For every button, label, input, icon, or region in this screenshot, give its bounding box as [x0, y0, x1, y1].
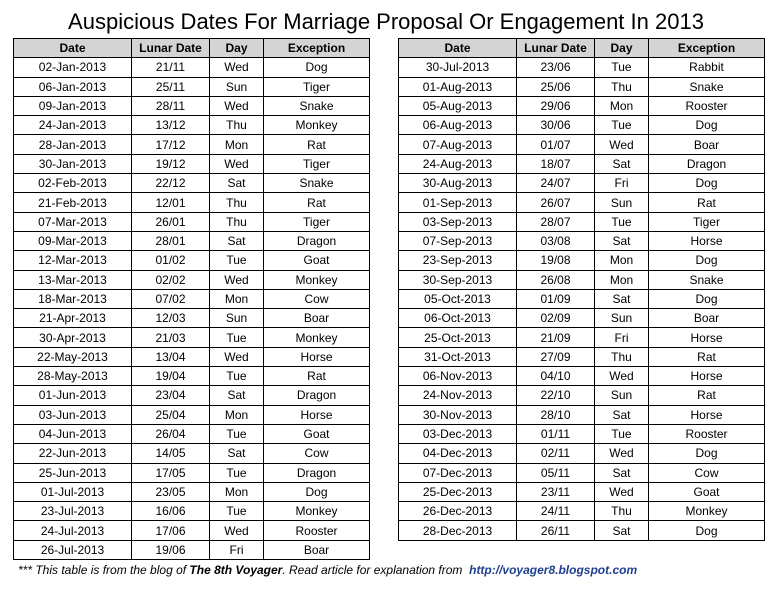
table-row [399, 289, 765, 308]
day-cell: Mon [595, 270, 649, 289]
day-cell: Sun [595, 386, 649, 405]
date-cell: 12-Mar-2013 [14, 251, 132, 270]
table-row [399, 482, 765, 501]
date-cell: 22-May-2013 [14, 347, 132, 366]
table-row [399, 193, 765, 212]
lunar-date-cell: 28/11 [132, 96, 210, 115]
table-row [14, 540, 370, 559]
exception-cell: Dragon [649, 154, 765, 173]
exception-cell: Rooster [649, 424, 765, 443]
table-row [399, 135, 765, 154]
table-row [399, 347, 765, 366]
table-row [14, 154, 370, 173]
footer-note [18, 563, 637, 577]
table-row [399, 424, 765, 443]
exception-cell: Dog [649, 116, 765, 135]
table-row [399, 444, 765, 463]
date-cell: 02-Feb-2013 [14, 174, 132, 193]
day-cell: Wed [595, 367, 649, 386]
date-cell: 30-Sep-2013 [399, 270, 517, 289]
date-cell: 07-Dec-2013 [399, 463, 517, 482]
date-cell: 25-Jun-2013 [14, 463, 132, 482]
exception-cell: Dog [649, 174, 765, 193]
table-row [14, 367, 370, 386]
lunar-date-cell: 26/01 [132, 212, 210, 231]
exception-cell: Monkey [264, 270, 370, 289]
date-cell: 01-Sep-2013 [399, 193, 517, 212]
table-row [399, 328, 765, 347]
blog-url-link[interactable]: http://voyager8.blogspot.com [469, 563, 638, 577]
day-cell: Sat [595, 231, 649, 250]
day-cell: Tue [595, 58, 649, 77]
lunar-date-cell: 24/11 [517, 502, 595, 521]
table-header-row [14, 39, 370, 58]
exception-cell: Monkey [264, 502, 370, 521]
date-cell: 05-Oct-2013 [399, 289, 517, 308]
day-cell: Sat [595, 289, 649, 308]
table-row [14, 77, 370, 96]
date-cell: 24-Jan-2013 [14, 116, 132, 135]
day-cell: Wed [210, 58, 264, 77]
day-cell: Wed [595, 444, 649, 463]
column-header-day: Day [595, 39, 649, 58]
exception-cell: Horse [649, 328, 765, 347]
lunar-date-cell: 21/11 [132, 58, 210, 77]
exception-cell: Rabbit [649, 58, 765, 77]
footer-middle: . Read article for explanation from [282, 563, 466, 577]
page-title: Auspicious Dates For Marriage Proposal Or Engagement In 2013 [68, 9, 704, 34]
day-cell: Mon [210, 289, 264, 308]
lunar-date-cell: 17/12 [132, 135, 210, 154]
table-row [399, 502, 765, 521]
lunar-date-cell: 16/06 [132, 502, 210, 521]
day-cell: Mon [595, 251, 649, 270]
exception-cell: Dragon [264, 463, 370, 482]
day-cell: Mon [210, 405, 264, 424]
day-cell: Fri [595, 174, 649, 193]
lunar-date-cell: 02/09 [517, 309, 595, 328]
table-row [399, 367, 765, 386]
day-cell: Fri [595, 328, 649, 347]
lunar-date-cell: 19/04 [132, 367, 210, 386]
date-cell: 06-Jan-2013 [14, 77, 132, 96]
date-cell: 03-Jun-2013 [14, 405, 132, 424]
table-row [14, 347, 370, 366]
exception-cell: Rat [649, 193, 765, 212]
table-row [399, 463, 765, 482]
date-cell: 31-Oct-2013 [399, 347, 517, 366]
exception-cell: Cow [264, 444, 370, 463]
exception-cell: Snake [649, 270, 765, 289]
column-header-date: Date [399, 39, 517, 58]
lunar-date-cell: 19/08 [517, 251, 595, 270]
date-cell: 07-Mar-2013 [14, 212, 132, 231]
lunar-date-cell: 25/04 [132, 405, 210, 424]
lunar-date-cell: 12/03 [132, 309, 210, 328]
exception-cell: Tiger [264, 77, 370, 96]
column-header-date: Date [14, 39, 132, 58]
date-cell: 21-Feb-2013 [14, 193, 132, 212]
day-cell: Sun [210, 77, 264, 96]
lunar-date-cell: 17/05 [132, 463, 210, 482]
day-cell: Sat [210, 444, 264, 463]
exception-cell: Tiger [649, 212, 765, 231]
day-cell: Mon [595, 96, 649, 115]
table-row [14, 502, 370, 521]
column-header-lunar-date: Lunar Date [132, 39, 210, 58]
date-cell: 07-Aug-2013 [399, 135, 517, 154]
date-cell: 06-Aug-2013 [399, 116, 517, 135]
lunar-date-cell: 13/12 [132, 116, 210, 135]
lunar-date-cell: 07/02 [132, 289, 210, 308]
table-row [14, 444, 370, 463]
lunar-date-cell: 25/06 [517, 77, 595, 96]
day-cell: Sat [210, 174, 264, 193]
day-cell: Tue [210, 424, 264, 443]
table-row [14, 212, 370, 231]
lunar-date-cell: 26/08 [517, 270, 595, 289]
date-cell: 09-Jan-2013 [14, 96, 132, 115]
day-cell: Thu [595, 347, 649, 366]
date-cell: 03-Dec-2013 [399, 424, 517, 443]
date-cell: 04-Dec-2013 [399, 444, 517, 463]
day-cell: Thu [595, 77, 649, 96]
table-row [14, 309, 370, 328]
exception-cell: Snake [264, 96, 370, 115]
table-row [14, 328, 370, 347]
dates-table-left [13, 38, 370, 560]
lunar-date-cell: 28/10 [517, 405, 595, 424]
date-cell: 26-Jul-2013 [14, 540, 132, 559]
day-cell: Tue [210, 463, 264, 482]
exception-cell: Rat [649, 347, 765, 366]
date-cell: 01-Jun-2013 [14, 386, 132, 405]
exception-cell: Horse [649, 367, 765, 386]
exception-cell: Dog [264, 58, 370, 77]
lunar-date-cell: 23/11 [517, 482, 595, 501]
column-header-exception: Exception [649, 39, 765, 58]
table-row [399, 154, 765, 173]
date-cell: 28-Dec-2013 [399, 521, 517, 540]
date-cell: 30-Apr-2013 [14, 328, 132, 347]
date-cell: 28-May-2013 [14, 367, 132, 386]
lunar-date-cell: 01/07 [517, 135, 595, 154]
lunar-date-cell: 02/11 [517, 444, 595, 463]
exception-cell: Goat [264, 424, 370, 443]
table-row [399, 231, 765, 250]
date-cell: 04-Jun-2013 [14, 424, 132, 443]
day-cell: Tue [595, 212, 649, 231]
lunar-date-cell: 02/02 [132, 270, 210, 289]
table-row [399, 270, 765, 289]
date-cell: 23-Sep-2013 [399, 251, 517, 270]
day-cell: Sat [595, 463, 649, 482]
table-row [399, 386, 765, 405]
date-cell: 09-Mar-2013 [14, 231, 132, 250]
date-cell: 30-Nov-2013 [399, 405, 517, 424]
lunar-date-cell: 12/01 [132, 193, 210, 212]
day-cell: Tue [595, 424, 649, 443]
day-cell: Wed [210, 521, 264, 540]
date-cell: 07-Sep-2013 [399, 231, 517, 250]
lunar-date-cell: 17/06 [132, 521, 210, 540]
day-cell: Wed [595, 135, 649, 154]
table-row [14, 116, 370, 135]
exception-cell: Rat [264, 367, 370, 386]
table-row [399, 309, 765, 328]
day-cell: Sat [595, 521, 649, 540]
lunar-date-cell: 18/07 [517, 154, 595, 173]
lunar-date-cell: 25/11 [132, 77, 210, 96]
exception-cell: Monkey [264, 116, 370, 135]
table-row [14, 289, 370, 308]
lunar-date-cell: 19/12 [132, 154, 210, 173]
exception-cell: Boar [264, 540, 370, 559]
exception-cell: Horse [649, 231, 765, 250]
date-cell: 30-Jan-2013 [14, 154, 132, 173]
lunar-date-cell: 28/01 [132, 231, 210, 250]
lunar-date-cell: 13/04 [132, 347, 210, 366]
exception-cell: Boar [264, 309, 370, 328]
table-row [399, 58, 765, 77]
exception-cell: Rat [649, 386, 765, 405]
table-row [399, 77, 765, 96]
lunar-date-cell: 04/10 [517, 367, 595, 386]
lunar-date-cell: 01/09 [517, 289, 595, 308]
table-row [399, 405, 765, 424]
table-row [14, 96, 370, 115]
lunar-date-cell: 21/09 [517, 328, 595, 347]
lunar-date-cell: 26/04 [132, 424, 210, 443]
table-row [14, 463, 370, 482]
date-cell: 13-Mar-2013 [14, 270, 132, 289]
day-cell: Sat [210, 231, 264, 250]
table-row [399, 116, 765, 135]
date-cell: 24-Aug-2013 [399, 154, 517, 173]
lunar-date-cell: 21/03 [132, 328, 210, 347]
lunar-date-cell: 23/05 [132, 482, 210, 501]
day-cell: Sat [595, 405, 649, 424]
day-cell: Fri [210, 540, 264, 559]
day-cell: Wed [210, 96, 264, 115]
exception-cell: Snake [264, 174, 370, 193]
day-cell: Tue [595, 116, 649, 135]
day-cell: Thu [210, 212, 264, 231]
exception-cell: Tiger [264, 212, 370, 231]
date-cell: 01-Jul-2013 [14, 482, 132, 501]
table-row [14, 193, 370, 212]
table-row [14, 251, 370, 270]
day-cell: Thu [595, 502, 649, 521]
day-cell: Wed [595, 482, 649, 501]
blog-name: The 8th Voyager [189, 563, 283, 577]
lunar-date-cell: 27/09 [517, 347, 595, 366]
date-cell: 25-Dec-2013 [399, 482, 517, 501]
lunar-date-cell: 22/12 [132, 174, 210, 193]
table-row [399, 251, 765, 270]
exception-cell: Rat [264, 193, 370, 212]
exception-cell: Tiger [264, 154, 370, 173]
day-cell: Sun [595, 309, 649, 328]
exception-cell: Dog [649, 444, 765, 463]
exception-cell: Cow [264, 289, 370, 308]
date-cell: 05-Aug-2013 [399, 96, 517, 115]
lunar-date-cell: 23/04 [132, 386, 210, 405]
day-cell: Tue [210, 328, 264, 347]
exception-cell: Rooster [649, 96, 765, 115]
day-cell: Sun [595, 193, 649, 212]
date-cell: 26-Dec-2013 [399, 502, 517, 521]
date-cell: 21-Apr-2013 [14, 309, 132, 328]
table-row [399, 521, 765, 540]
date-cell: 06-Oct-2013 [399, 309, 517, 328]
exception-cell: Dog [649, 521, 765, 540]
date-cell: 30-Jul-2013 [399, 58, 517, 77]
exception-cell: Rooster [264, 521, 370, 540]
table-row [14, 482, 370, 501]
table-header-row [399, 39, 765, 58]
lunar-date-cell: 01/02 [132, 251, 210, 270]
day-cell: Wed [210, 154, 264, 173]
table-row [14, 135, 370, 154]
exception-cell: Dog [649, 289, 765, 308]
dates-table-right [398, 38, 765, 541]
exception-cell: Cow [649, 463, 765, 482]
lunar-date-cell: 14/05 [132, 444, 210, 463]
date-cell: 30-Aug-2013 [399, 174, 517, 193]
table-row [399, 212, 765, 231]
table-row [14, 405, 370, 424]
day-cell: Mon [210, 135, 264, 154]
exception-cell: Dog [264, 482, 370, 501]
date-cell: 02-Jan-2013 [14, 58, 132, 77]
exception-cell: Goat [649, 482, 765, 501]
exception-cell: Monkey [264, 328, 370, 347]
exception-cell: Dragon [264, 386, 370, 405]
day-cell: Thu [210, 193, 264, 212]
day-cell: Mon [210, 482, 264, 501]
table-row [14, 58, 370, 77]
exception-cell: Monkey [649, 502, 765, 521]
date-cell: 01-Aug-2013 [399, 77, 517, 96]
lunar-date-cell: 05/11 [517, 463, 595, 482]
table-row [14, 270, 370, 289]
day-cell: Sat [595, 154, 649, 173]
date-cell: 24-Nov-2013 [399, 386, 517, 405]
footer-prefix: *** This table is from the blog of [18, 563, 190, 577]
exception-cell: Rat [264, 135, 370, 154]
day-cell: Tue [210, 251, 264, 270]
date-cell: 24-Jul-2013 [14, 521, 132, 540]
day-cell: Wed [210, 347, 264, 366]
table-row [14, 424, 370, 443]
column-header-day: Day [210, 39, 264, 58]
exception-cell: Boar [649, 309, 765, 328]
lunar-date-cell: 22/10 [517, 386, 595, 405]
lunar-date-cell: 03/08 [517, 231, 595, 250]
table-row [14, 521, 370, 540]
lunar-date-cell: 29/06 [517, 96, 595, 115]
lunar-date-cell: 23/06 [517, 58, 595, 77]
day-cell: Sun [210, 309, 264, 328]
table-row [14, 386, 370, 405]
exception-cell: Goat [264, 251, 370, 270]
exception-cell: Horse [264, 347, 370, 366]
exception-cell: Dragon [264, 231, 370, 250]
date-cell: 18-Mar-2013 [14, 289, 132, 308]
lunar-date-cell: 26/07 [517, 193, 595, 212]
lunar-date-cell: 28/07 [517, 212, 595, 231]
date-cell: 06-Nov-2013 [399, 367, 517, 386]
exception-cell: Horse [264, 405, 370, 424]
date-cell: 28-Jan-2013 [14, 135, 132, 154]
date-cell: 03-Sep-2013 [399, 212, 517, 231]
exception-cell: Horse [649, 405, 765, 424]
day-cell: Tue [210, 502, 264, 521]
table-row [14, 231, 370, 250]
lunar-date-cell: 24/07 [517, 174, 595, 193]
exception-cell: Dog [649, 251, 765, 270]
date-cell: 23-Jul-2013 [14, 502, 132, 521]
date-cell: 25-Oct-2013 [399, 328, 517, 347]
table-row [399, 174, 765, 193]
day-cell: Tue [210, 367, 264, 386]
day-cell: Sat [210, 386, 264, 405]
column-header-exception: Exception [264, 39, 370, 58]
lunar-date-cell: 19/06 [132, 540, 210, 559]
exception-cell: Boar [649, 135, 765, 154]
table-row [14, 174, 370, 193]
lunar-date-cell: 01/11 [517, 424, 595, 443]
lunar-date-cell: 30/06 [517, 116, 595, 135]
day-cell: Thu [210, 116, 264, 135]
day-cell: Wed [210, 270, 264, 289]
lunar-date-cell: 26/11 [517, 521, 595, 540]
column-header-lunar-date: Lunar Date [517, 39, 595, 58]
date-cell: 22-Jun-2013 [14, 444, 132, 463]
table-row [399, 96, 765, 115]
exception-cell: Snake [649, 77, 765, 96]
